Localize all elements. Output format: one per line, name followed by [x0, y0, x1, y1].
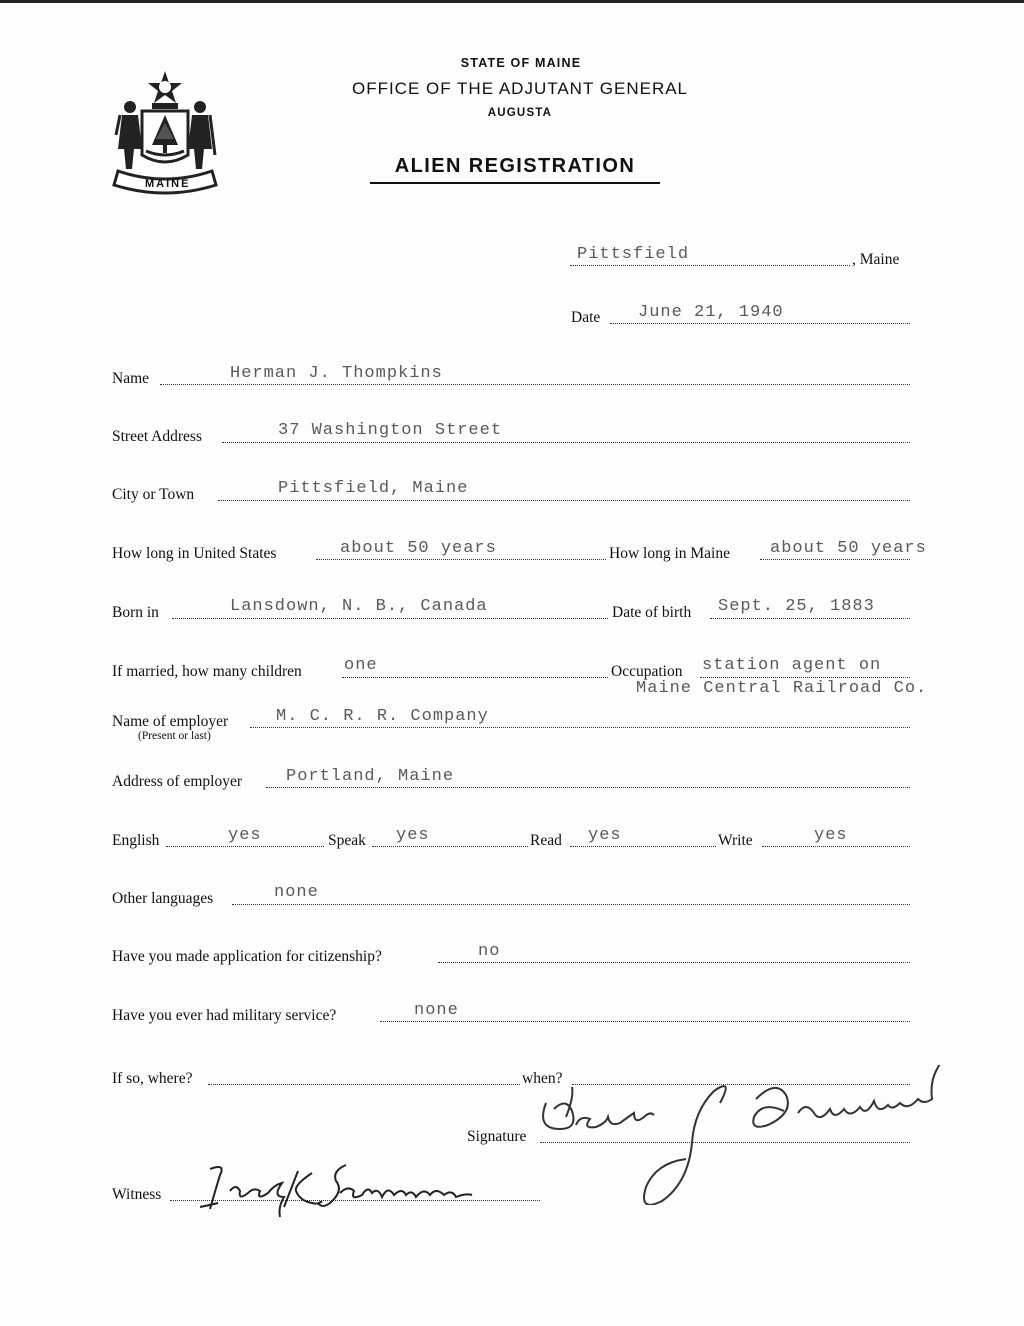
employer-value: M. C. R. R. Company — [276, 707, 489, 726]
born-in-value: Lansdown, N. B., Canada — [230, 597, 488, 616]
date-label: Date — [571, 309, 601, 326]
where-label: If so, where? — [112, 1070, 193, 1087]
seal-text: MAINE — [145, 178, 191, 190]
header-city: AUGUSTA — [487, 107, 553, 119]
street-label: Street Address — [112, 428, 202, 445]
employer-address-value: Portland, Maine — [286, 767, 455, 786]
how-long-maine-value: about 50 years — [770, 539, 927, 558]
date-of-birth-value: Sept. 25, 1883 — [718, 597, 875, 616]
english-label: English — [112, 832, 160, 849]
occupation-value-line2: Maine Central Railroad Co. — [636, 679, 928, 698]
signature-image — [530, 1065, 990, 1205]
employer-sublabel: (Present or last) — [138, 730, 211, 742]
city-value: Pittsfield, Maine — [278, 479, 469, 498]
born-in-label: Born in — [112, 604, 159, 621]
citizenship-label: Have you made application for citizenship? — [112, 948, 382, 965]
place-suffix: , Maine — [852, 251, 900, 268]
how-long-us-value: about 50 years — [340, 539, 497, 558]
date-of-birth-label: Date of birth — [612, 604, 692, 621]
write-label: Write — [718, 832, 753, 849]
occupation-value: station agent on — [702, 656, 882, 675]
place-value: Pittsfield — [577, 245, 690, 264]
city-label: City or Town — [112, 486, 195, 503]
header-office: OFFICE OF THE ADJUTANT GENERAL — [351, 79, 689, 98]
read-label: Read — [530, 832, 562, 849]
read-value: yes — [588, 826, 622, 845]
children-value: one — [344, 656, 378, 675]
write-value: yes — [814, 826, 848, 845]
when-label: when? — [522, 1070, 563, 1087]
header-state: STATE OF MAINE — [460, 56, 582, 70]
name-value: Herman J. Thompkins — [230, 364, 443, 383]
military-value: none — [414, 1001, 459, 1020]
other-languages-label: Other languages — [112, 890, 214, 907]
other-languages-value: none — [274, 883, 319, 902]
name-label: Name — [112, 370, 150, 387]
page-title: ALIEN REGISTRATION — [370, 155, 660, 184]
how-long-maine-label: How long in Maine — [609, 545, 730, 562]
military-label: Have you ever had military service? — [112, 1007, 337, 1024]
english-value: yes — [228, 826, 262, 845]
witness-label: Witness — [112, 1186, 162, 1203]
occupation-label: Occupation — [611, 663, 683, 680]
employer-address-label: Address of employer — [112, 773, 242, 790]
street-value: 37 Washington Street — [278, 421, 503, 440]
signature-label: Signature — [467, 1128, 527, 1145]
witness-signature-image — [190, 1155, 510, 1225]
date-value: June 21, 1940 — [638, 303, 784, 322]
speak-label: Speak — [328, 832, 366, 849]
employer-label: Name of employer — [112, 713, 229, 730]
children-label: If married, how many children — [112, 663, 302, 680]
how-long-us-label: How long in United States — [112, 545, 277, 562]
citizenship-value: no — [478, 942, 501, 961]
speak-value: yes — [396, 826, 430, 845]
